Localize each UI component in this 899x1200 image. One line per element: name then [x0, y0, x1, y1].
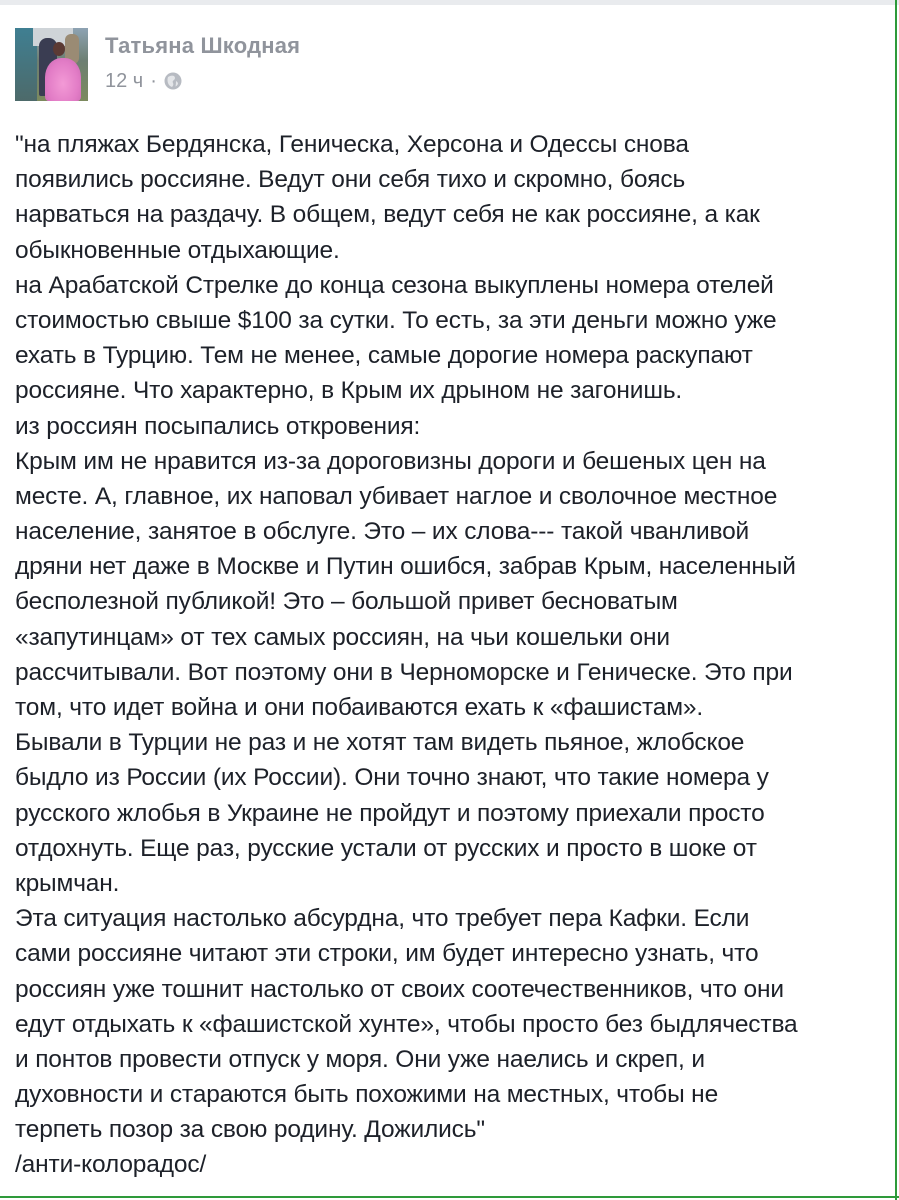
post-text-line: том, что идет война и они побаиваются ехать к «фашистам».: [15, 694, 704, 721]
post-text-line: духовности и стараются быть похожими на местных, чтобы не: [15, 1081, 719, 1109]
post-meta: [105, 28, 300, 93]
avatar-photo-detail: [53, 42, 65, 56]
post-text-line: терпеть позор за свою родину. Дожились": [15, 1116, 485, 1144]
separator-dot: ·: [150, 70, 157, 92]
post-text-line: население, занятое в обслуге. Это – их слова--- такой чванливой: [15, 518, 750, 546]
post-text-line: сами россияне читают эти строки, им будет интересно узнать, что: [15, 940, 759, 968]
facebook-post: [0, 5, 893, 1194]
post-text-line: и понтов провести отпуск у моря. Они уже наелись и скреп, и: [15, 1045, 705, 1073]
post-header: [15, 28, 300, 102]
post-text-line: обыкновенные отдыхающие.: [15, 236, 340, 264]
post-text-line: русского жлобья в Украине не пройдут и поэтому приехали просто: [15, 799, 765, 827]
post-text-line: Крым им не нравится из-за дороговизны дороги и бешеных цен на: [15, 447, 766, 475]
post-text-line: /анти-колорадос/: [15, 1151, 207, 1179]
post-text-line: крымчан.: [15, 869, 120, 897]
post-text: [15, 127, 890, 1183]
timestamp-row: [105, 69, 300, 93]
post-text-line: рассчитывали. Вот поэтому они в Черноморске и Геническе. Это при: [15, 658, 793, 686]
post-text-line: «запутинцам» от тех самых россиян, на чьи кошельки они: [15, 623, 670, 651]
globe-icon[interactable]: [164, 72, 182, 90]
post-text-line: отдохнуть. Еще раз, русские устали от русских и просто в шоке от: [15, 834, 757, 862]
post-text-line: дряни нет даже в Москве и Путин ошибся, забрав Крым, населенный: [15, 553, 796, 581]
frame-border-bottom: [0, 1196, 899, 1198]
avatar-photo-detail: [45, 58, 81, 101]
post-text-line: россиян уже тошнит настолько от своих соотечественников, что они: [15, 975, 784, 1003]
post-text-line: "на пляжах Бердянска, Геническа, Херсона и Одессы снова: [15, 131, 689, 158]
avatar[interactable]: [15, 28, 88, 101]
post-text-line: месте. А, главное, их наповал убивает наглое и сволочное местное: [15, 482, 778, 510]
post-text-line: россияне. Что характерно, в Крым их дрыном не загонишь.: [15, 377, 683, 405]
post-text-line: ехать в Турцию. Тем не менее, самые дорогие номера раскупают: [15, 342, 753, 370]
post-text-line: быдло из России (их России). Они точно знают, что такие номера у: [15, 764, 769, 792]
author-name-link[interactable]: Татьяна Шкодная: [105, 33, 301, 58]
post-text-line: нарваться на раздачу. В общем, ведут себя не как россияне, а как: [15, 201, 760, 229]
post-text-line: появились россияне. Ведут они себя тихо и скромно, боясь: [15, 166, 686, 194]
post-text-line: стоимостью свыше $100 за сутки. То есть, за эти деньги можно уже: [15, 306, 777, 334]
post-text-line: на Арабатской Стрелке до конца сезона выкуплены номера отелей: [15, 271, 774, 299]
post-text-line: Эта ситуация настолько абсурдна, что требует пера Кафки. Если: [15, 905, 750, 933]
frame-border-right: [895, 0, 897, 1200]
post-timestamp-link[interactable]: 12 ч: [105, 70, 144, 92]
post-text-line: Бывали в Турции не раз и не хотят там видеть пьяное, жлобское: [15, 729, 745, 757]
post-text-line: из россиян посыпались откровения:: [15, 412, 421, 440]
post-text-line: едут отдыхать к «фашистской хунте», чтобы просто без быдлячества: [15, 1010, 798, 1038]
post-text-line: бесполезной публикой! Это – большой привет бесноватым: [15, 588, 678, 616]
